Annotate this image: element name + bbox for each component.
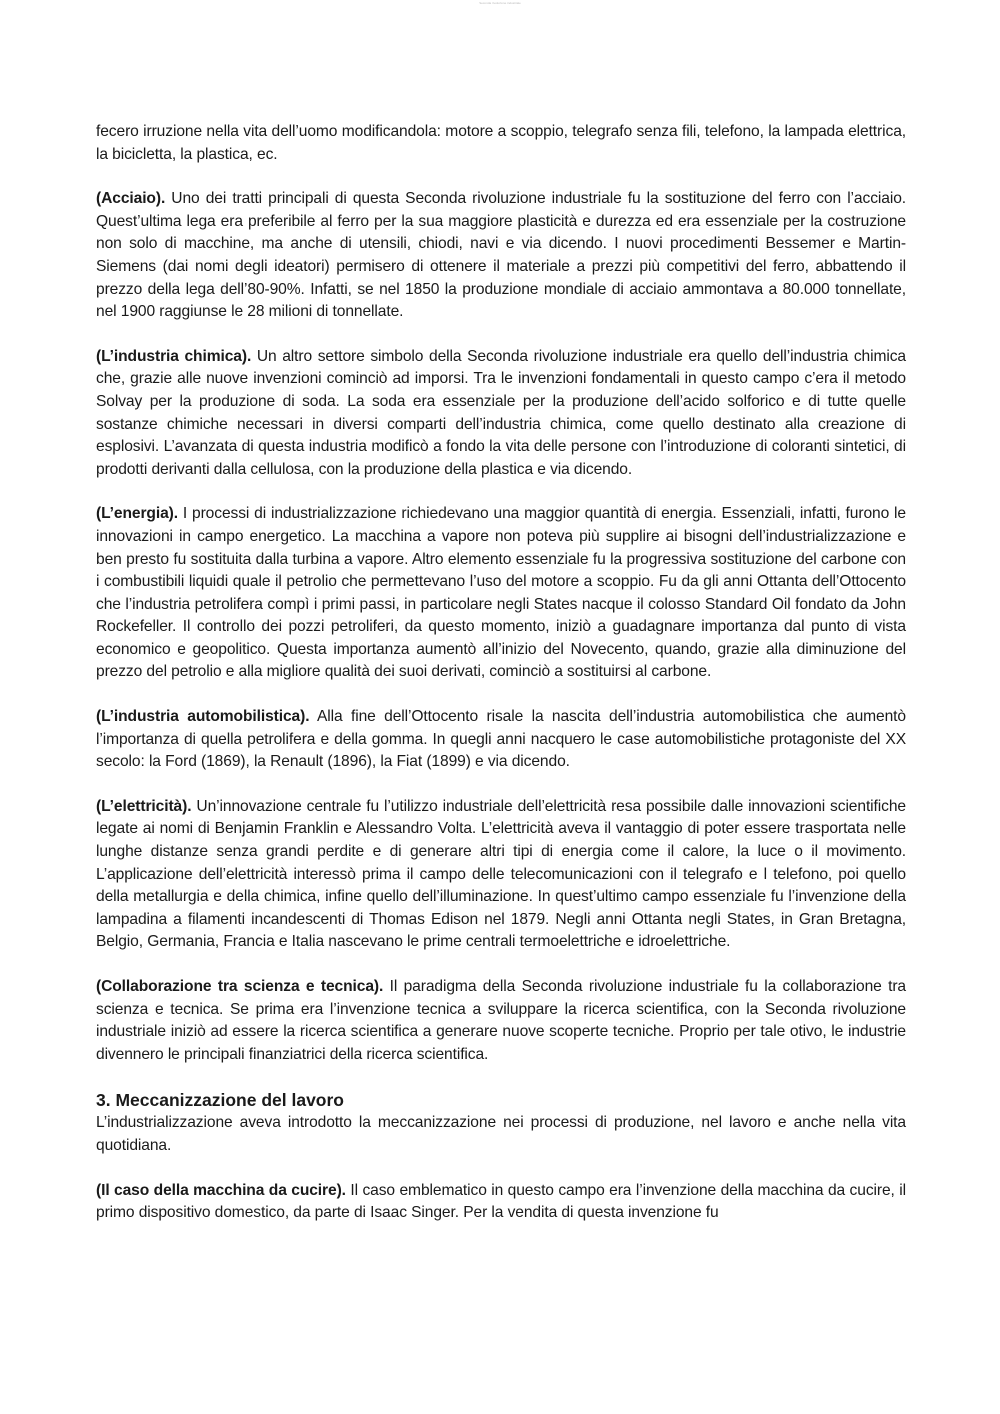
paragraph-heading-industria-chimica: (L’industria chimica). bbox=[96, 347, 252, 365]
paragraph-energia bbox=[96, 503, 906, 684]
paragraph-macchina-da-cucire bbox=[96, 1180, 906, 1225]
document-body bbox=[96, 121, 906, 1247]
paragraph-heading-elettricita: (L’elettricità). bbox=[96, 797, 192, 815]
paragraph-text-collaborazione: Il paradigma della Seconda rivoluzione industriale fu la collaborazione tra scienza e tecnica. Se prima era l’invenzione tecnica a sviluppare la ricerca scientifica, con la Seconda rivoluzione industriale iniziò ad essere la ricerca scientifica a generare nuove scoperte tecniche. Proprio per tale otivo, le industrie divennero le principali finanziatrici della ricerca scientifica. bbox=[96, 978, 907, 1063]
paragraph-heading-acciaio: (Acciaio). bbox=[96, 190, 166, 208]
paragraph-text-industria-automobilistica: Alla fine dell’Ottocento risale la nascita dell’industria automobilistica che aumentò l’importanza di quella petrolifera e della gomma. In quegli anni nacquero le case automobilistiche protagoniste del XX secolo: la Ford (1869), la Renault (1896), la Fiat (1899) e via dicendo. bbox=[96, 708, 906, 771]
paragraph-elettricita bbox=[96, 796, 906, 954]
paragraph-text-acciaio: Uno dei tratti principali di questa Seconda rivoluzione industriale fu la sostituzione del ferro con l’acciaio. Quest’ultima lega era preferibile al ferro per la sua maggiore plasticità e durezza ed era essenziale per la costruzione non solo di macchine, ma anche di utensili, chiodi, navi e via dicendo. I nuovi procedimenti Bessemer e Martin-Siemens (dai nomi degli ideatori) permisero di ottenere il materiale a prezzi più competitivi del ferro, abbattendo il prezzo della lega dell’80-90%. Infatti, se nel 1850 la produzione mondiale di acciaio ammontava a 80.000 tonnellate, nel 1900 raggiunse le 28 milioni di tonnellate. bbox=[96, 190, 906, 321]
paragraph-heading-energia: (L’energia). bbox=[96, 505, 178, 523]
paragraph-heading-collaborazione: (Collaborazione tra scienza e tecnica). bbox=[96, 978, 384, 995]
paragraph-acciaio bbox=[96, 188, 906, 324]
paragraph-collaborazione bbox=[96, 976, 906, 1066]
intro-paragraph: fecero irruzione nella vita dell’uomo modificandola: motore a scoppio, telegrafo senza fili, telefono, la lampada elettrica, la bicicletta, la plastica, ec. bbox=[96, 123, 906, 163]
paragraph-heading-macchina-da-cucire: (Il caso della macchina da cucire). bbox=[96, 1181, 346, 1199]
paragraph-heading-industria-automobilistica: (L’industria automobilistica). bbox=[96, 708, 310, 726]
section-title-meccanizzazione: 3. Meccanizzazione del lavoro bbox=[96, 1090, 344, 1111]
section-intro-meccanizzazione: L’industrializzazione aveva introdotto la meccanizzazione nei processi di produzione, nel lavoro e anche nella vita quotidiana. bbox=[96, 1114, 906, 1154]
paragraph-text-energia: I processi di industrializzazione richiedevano una maggior quantità di energia. Essenziali, infatti, furono le innovazioni in campo energetico. La macchina a vapore non poteva più supplire ai bisogni dell’industrializzazione e ben presto fu sostituita dalla turbina a vapore. Altro elemento essenziale fu la progressiva sostituzione del carbone con i combustibili liquidi quale il petrolio che permettevano l’uso del motore a scoppio. Fu da gli anni Ottanta dell’Ottocento che l’industria petrolifera compì i primi passi, in particolare negli States nacque il colosso Standard Oil fondato da John Rockefeller. Il controllo dei pozzi petroliferi, da questo momento, iniziò a guadagnare importanza dal punto di vista economico e geopolitico. Questa importanza aumentò all’inizio del Novecento, quando, grazie alla diminuzione del prezzo del petrolio e alla migliore qualità dei suoi derivati, cominciò a sostituirsi al carbone. bbox=[96, 505, 906, 681]
paragraph-industria-chimica bbox=[96, 346, 906, 482]
paragraph-text-macchina-da-cucire: Il caso emblematico in questo campo era l’invenzione della macchina da cucire, il primo dispositivo domestico, da parte di Isaac Singer. Per la vendita di questa invenzione fu bbox=[96, 1181, 906, 1222]
paragraph-industria-automobilistica bbox=[96, 706, 906, 774]
paragraph-text-industria-chimica: Un altro settore simbolo della Seconda rivoluzione industriale era quello dell’industria chimica che, grazie alle nuove invenzioni cominciò ad imporsi. Tra le invenzioni fondamentali in questo campo c’era il metodo Solvay per la produzione di soda. La soda era essenziale per la produzione dell’acido solforico e di tutte quelle sostanze chimiche necessari in diversi comparti dell’industria chimica, come quello destinato alla creazione di esplosivi. L’avanzata di questa industria modificò a fondo la vita delle persone con l’introduzione di coloranti sintetici, di prodotti derivanti dalla cellulosa, con la produzione della plastica e via dicendo. bbox=[96, 347, 906, 478]
paragraph-text-elettricita: Un’innovazione centrale fu l’utilizzo industriale dell’elettricità resa possibile dalle innovazioni scientifiche legate ai nomi di Benjamin Franklin e Alessandro Volta. L’elettricità aveva il vantaggio di poter essere trasportata nelle lunghe distanze senza grandi perdite e di generare altri tipi di energia come il calore, la luce o il movimento. L’applicazione dell’elettricità interessò prima il campo delle telecomunicazioni con il telegrafo e l telefono, poi quello della metallurgia e della chimica, infine quello dell’illuminazione. In quest’ultimo campo essenziale fu l’invenzione della lampadina a filamenti incandescenti di Thomas Edison nel 1879. Negli anni Ottanta negli States, in Gran Bretagna, Belgio, Germania, Francia e Italia nascevano le prime centrali termoelettriche e idroelettriche. bbox=[96, 797, 906, 951]
page-header-mark: Seconda rivoluzione industriale bbox=[479, 1, 521, 5]
